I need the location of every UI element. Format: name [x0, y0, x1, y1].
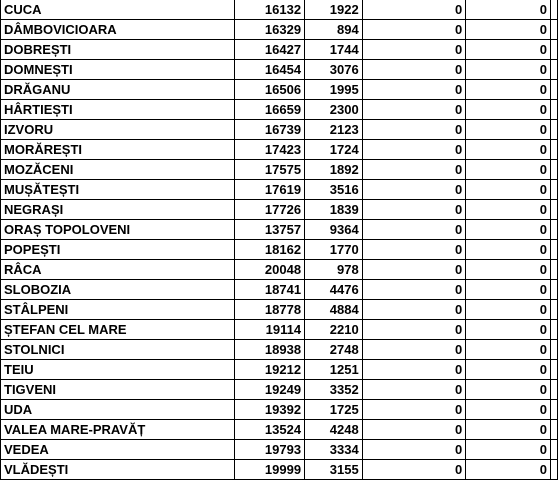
cell-zero-1[interactable]: 0 — [362, 200, 465, 220]
cell-edge[interactable] — [550, 360, 557, 380]
cell-name[interactable]: RÂCA — [1, 260, 235, 280]
cell-zero-1[interactable]: 0 — [362, 140, 465, 160]
cell-zero-1[interactable]: 0 — [362, 180, 465, 200]
cell-code[interactable]: 13757 — [234, 220, 305, 240]
cell-zero-2[interactable]: 0 — [466, 180, 551, 200]
cell-edge[interactable] — [550, 420, 557, 440]
cell-code[interactable]: 18741 — [234, 280, 305, 300]
cell-name[interactable]: UDA — [1, 400, 235, 420]
cell-edge[interactable] — [550, 380, 557, 400]
cell-zero-1[interactable]: 0 — [362, 300, 465, 320]
cell-value[interactable]: 4884 — [305, 300, 363, 320]
cell-value[interactable]: 2300 — [305, 100, 363, 120]
cell-code[interactable]: 18162 — [234, 240, 305, 260]
cell-code[interactable]: 19999 — [234, 460, 305, 480]
cell-name[interactable]: DOMNEȘTI — [1, 60, 235, 80]
cell-zero-2[interactable]: 0 — [466, 200, 551, 220]
cell-zero-2[interactable]: 0 — [466, 100, 551, 120]
cell-value[interactable]: 1892 — [305, 160, 363, 180]
cell-zero-2[interactable]: 0 — [466, 340, 551, 360]
cell-zero-2[interactable]: 0 — [466, 320, 551, 340]
cell-edge[interactable] — [550, 80, 557, 100]
cell-zero-2[interactable]: 0 — [466, 300, 551, 320]
cell-name[interactable]: VALEA MARE-PRAVĂȚ — [1, 420, 235, 440]
cell-name[interactable]: CUCA — [1, 0, 235, 20]
cell-code[interactable]: 17575 — [234, 160, 305, 180]
cell-edge[interactable] — [550, 220, 557, 240]
table-row — [1, 80, 558, 100]
cell-value[interactable]: 3076 — [305, 60, 363, 80]
cell-zero-1[interactable]: 0 — [362, 160, 465, 180]
cell-value[interactable]: 9364 — [305, 220, 363, 240]
cell-code[interactable]: 16739 — [234, 120, 305, 140]
cell-value[interactable]: 1839 — [305, 200, 363, 220]
cell-zero-2[interactable]: 0 — [466, 20, 551, 40]
table-row — [1, 360, 558, 380]
cell-zero-1[interactable]: 0 — [362, 340, 465, 360]
cell-code[interactable]: 16329 — [234, 20, 305, 40]
cell-zero-1[interactable]: 0 — [362, 380, 465, 400]
cell-edge[interactable] — [550, 320, 557, 340]
cell-zero-1[interactable]: 0 — [362, 240, 465, 260]
cell-code[interactable]: 18778 — [234, 300, 305, 320]
cell-zero-2[interactable]: 0 — [466, 380, 551, 400]
cell-zero-1[interactable]: 0 — [362, 320, 465, 340]
cell-edge[interactable] — [550, 260, 557, 280]
cell-edge[interactable] — [550, 200, 557, 220]
cell-value[interactable]: 2123 — [305, 120, 363, 140]
cell-name[interactable]: VEDEA — [1, 440, 235, 460]
table-row — [1, 20, 558, 40]
cell-zero-2[interactable]: 0 — [466, 120, 551, 140]
cell-zero-2[interactable]: 0 — [466, 60, 551, 80]
cell-name[interactable]: DRĂGANU — [1, 80, 235, 100]
cell-code[interactable]: 19793 — [234, 440, 305, 460]
cell-value[interactable]: 2748 — [305, 340, 363, 360]
cell-edge[interactable] — [550, 280, 557, 300]
cell-zero-2[interactable]: 0 — [466, 280, 551, 300]
cell-code[interactable]: 16659 — [234, 100, 305, 120]
cell-zero-1[interactable]: 0 — [362, 60, 465, 80]
cell-code[interactable]: 18938 — [234, 340, 305, 360]
cell-zero-2[interactable]: 0 — [466, 80, 551, 100]
cell-code[interactable]: 20048 — [234, 260, 305, 280]
cell-zero-1[interactable]: 0 — [362, 260, 465, 280]
cell-code[interactable]: 17423 — [234, 140, 305, 160]
table-row — [1, 280, 558, 300]
cell-zero-1[interactable]: 0 — [362, 100, 465, 120]
cell-value[interactable]: 1251 — [305, 360, 363, 380]
cell-zero-1[interactable]: 0 — [362, 360, 465, 380]
cell-zero-1[interactable]: 0 — [362, 0, 465, 20]
cell-edge[interactable] — [550, 160, 557, 180]
cell-zero-2[interactable]: 0 — [466, 360, 551, 380]
table-row — [1, 0, 558, 20]
cell-value[interactable]: 4476 — [305, 280, 363, 300]
cell-name[interactable]: MOZĂCENI — [1, 160, 235, 180]
cell-name[interactable]: ORAȘ TOPOLOVENI — [1, 220, 235, 240]
cell-zero-2[interactable]: 0 — [466, 160, 551, 180]
cell-name[interactable]: ȘTEFAN CEL MARE — [1, 320, 235, 340]
cell-value[interactable]: 3155 — [305, 460, 363, 480]
cell-zero-2[interactable]: 0 — [466, 460, 551, 480]
cell-name[interactable]: DOBREȘTI — [1, 40, 235, 60]
cell-name[interactable]: STOLNICI — [1, 340, 235, 360]
cell-zero-1[interactable]: 0 — [362, 460, 465, 480]
cell-zero-1[interactable]: 0 — [362, 120, 465, 140]
cell-code[interactable]: 13524 — [234, 420, 305, 440]
cell-code[interactable]: 16427 — [234, 40, 305, 60]
cell-code[interactable]: 19249 — [234, 380, 305, 400]
cell-zero-1[interactable]: 0 — [362, 220, 465, 240]
cell-name[interactable]: TIGVENI — [1, 380, 235, 400]
table-row — [1, 380, 558, 400]
cell-zero-1[interactable]: 0 — [362, 440, 465, 460]
cell-name[interactable]: NEGRAȘI — [1, 200, 235, 220]
cell-code[interactable]: 17726 — [234, 200, 305, 220]
cell-zero-1[interactable]: 0 — [362, 40, 465, 60]
cell-value[interactable]: 3516 — [305, 180, 363, 200]
cell-value[interactable]: 3352 — [305, 380, 363, 400]
table-row — [1, 300, 558, 320]
table-row — [1, 140, 558, 160]
cell-value[interactable]: 2210 — [305, 320, 363, 340]
table-row — [1, 60, 558, 80]
cell-name[interactable]: HÂRTIEȘTI — [1, 100, 235, 120]
cell-code[interactable]: 17619 — [234, 180, 305, 200]
cell-name[interactable]: TEIU — [1, 360, 235, 380]
cell-edge[interactable] — [550, 120, 557, 140]
cell-zero-2[interactable]: 0 — [466, 40, 551, 60]
table-row — [1, 160, 558, 180]
cell-zero-1[interactable]: 0 — [362, 420, 465, 440]
cell-name[interactable]: VLĂDEȘTI — [1, 460, 235, 480]
table-row — [1, 340, 558, 360]
cell-zero-1[interactable]: 0 — [362, 80, 465, 100]
cell-value[interactable]: 978 — [305, 260, 363, 280]
cell-edge[interactable] — [550, 100, 557, 120]
cell-edge[interactable] — [550, 440, 557, 460]
cell-value[interactable]: 894 — [305, 20, 363, 40]
table-row — [1, 40, 558, 60]
table-row — [1, 440, 558, 460]
cell-value[interactable]: 1922 — [305, 0, 363, 20]
cell-zero-2[interactable]: 0 — [466, 440, 551, 460]
table-row — [1, 320, 558, 340]
cell-edge[interactable] — [550, 60, 557, 80]
cell-zero-2[interactable]: 0 — [466, 240, 551, 260]
cell-code[interactable]: 16454 — [234, 60, 305, 80]
table-row — [1, 120, 558, 140]
cell-zero-2[interactable]: 0 — [466, 140, 551, 160]
cell-edge[interactable] — [550, 400, 557, 420]
cell-name[interactable]: SLOBOZIA — [1, 280, 235, 300]
cell-edge[interactable] — [550, 140, 557, 160]
cell-name[interactable]: MORĂREȘTI — [1, 140, 235, 160]
table-row — [1, 180, 558, 200]
cell-value[interactable]: 1725 — [305, 400, 363, 420]
cell-zero-1[interactable]: 0 — [362, 20, 465, 40]
cell-zero-2[interactable]: 0 — [466, 0, 551, 20]
cell-edge[interactable] — [550, 180, 557, 200]
cell-value[interactable]: 1724 — [305, 140, 363, 160]
cell-zero-2[interactable]: 0 — [466, 260, 551, 280]
cell-name[interactable]: IZVORU — [1, 120, 235, 140]
cell-code[interactable]: 19392 — [234, 400, 305, 420]
cell-name[interactable]: POPEȘTI — [1, 240, 235, 260]
table-row — [1, 100, 558, 120]
cell-code[interactable]: 19212 — [234, 360, 305, 380]
cell-code[interactable]: 16132 — [234, 0, 305, 20]
table-row — [1, 220, 558, 240]
cell-name[interactable]: MUȘĂTEȘTI — [1, 180, 235, 200]
cell-edge[interactable] — [550, 240, 557, 260]
cell-edge[interactable] — [550, 300, 557, 320]
cell-code[interactable]: 16506 — [234, 80, 305, 100]
cell-edge[interactable] — [550, 40, 557, 60]
table-body — [1, 0, 558, 480]
cell-name[interactable]: DÂMBOVICIOARA — [1, 20, 235, 40]
cell-value[interactable]: 3334 — [305, 440, 363, 460]
cell-edge[interactable] — [550, 340, 557, 360]
cell-value[interactable]: 1744 — [305, 40, 363, 60]
cell-edge[interactable] — [550, 20, 557, 40]
table-row — [1, 260, 558, 280]
table-row — [1, 420, 558, 440]
table-row — [1, 240, 558, 260]
cell-zero-2[interactable]: 0 — [466, 400, 551, 420]
table-row — [1, 400, 558, 420]
cell-code[interactable]: 19114 — [234, 320, 305, 340]
cell-zero-1[interactable]: 0 — [362, 280, 465, 300]
cell-zero-2[interactable]: 0 — [466, 420, 551, 440]
cell-value[interactable]: 1995 — [305, 80, 363, 100]
cell-zero-1[interactable]: 0 — [362, 400, 465, 420]
cell-edge[interactable] — [550, 0, 557, 20]
cell-zero-2[interactable]: 0 — [466, 220, 551, 240]
cell-name[interactable]: STÂLPENI — [1, 300, 235, 320]
cell-value[interactable]: 4248 — [305, 420, 363, 440]
table-row — [1, 200, 558, 220]
cell-value[interactable]: 1770 — [305, 240, 363, 260]
